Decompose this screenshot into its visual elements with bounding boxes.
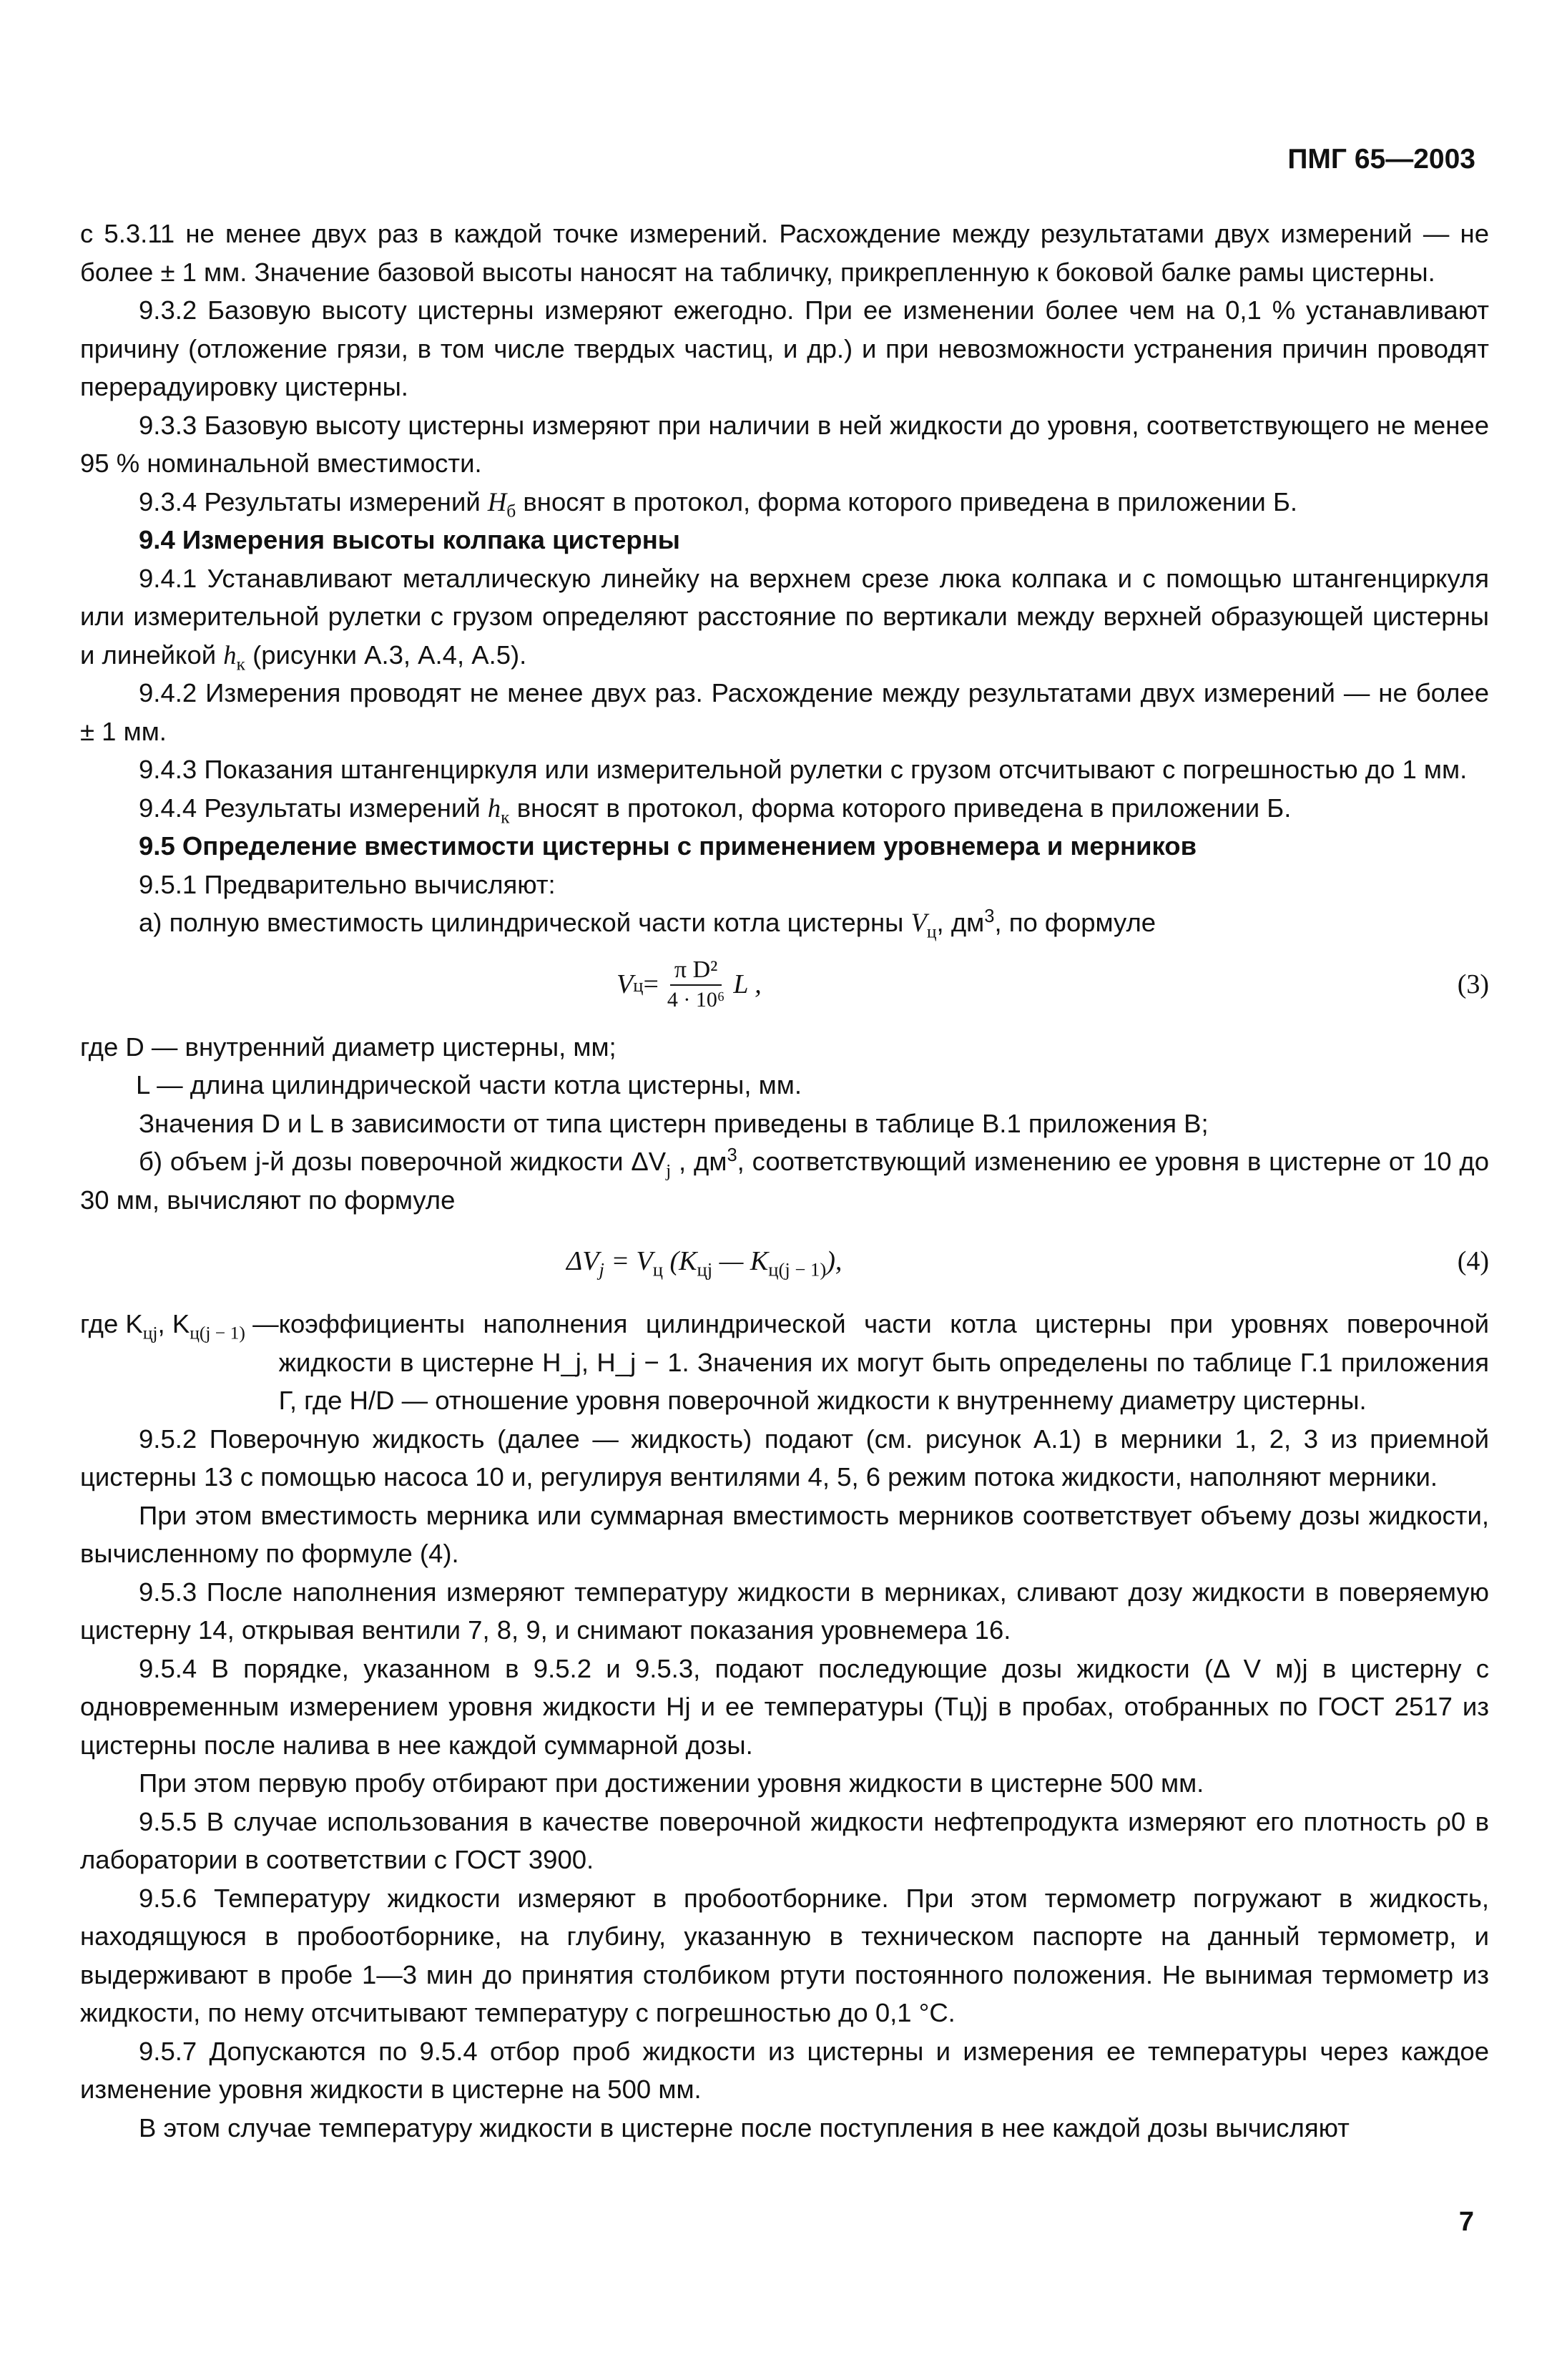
paragraph-9-3-3: 9.3.3 Базовую высоту цистерны измеряют при наличии в ней жидкости до уровня, соответствующего не менее 95 % номинальной вместимости. xyxy=(80,410,1489,478)
paragraph-9-5-1: 9.5.1 Предварительно вычисляют: xyxy=(139,869,556,899)
formula-4-number: (4) xyxy=(1457,1246,1489,1277)
where-k-block xyxy=(80,1305,1489,1420)
where-d: где D — внутренний диаметр цистерны, мм; xyxy=(80,1032,617,1062)
formula-3 xyxy=(80,946,1489,1024)
section-heading-9-5: 9.5 Определение вместимости цистерны с применением уровнемера и мерников xyxy=(139,831,1197,861)
paragraph-first-sample: При этом первую пробу отбирают при достижении уровня жидкости в цистерне 500 мм. xyxy=(139,1768,1204,1798)
formula-4-body: $\Delta V_j = V_ц$ ($K_{цj}$ — $K_{ц(j - 1)}$), xyxy=(566,1246,843,1280)
paragraph-9-4-1: 9.4.1 Устанавливают металлическую линейку на верхнем срезе люка колпака и с помощью штангенциркуля или измерительной рулетки с грузом определяют расстояние по вертикали между верхней образующей цистерны и линейкой $h_к$ (рисунки А.3, А.4, А.5). xyxy=(80,563,1489,674)
formula-3-fraction: $\frac{\text{π D²}}{\text{4 · 10⁶}}$ xyxy=(667,956,725,1012)
paragraph-9-4-4: 9.4.4 Результаты измерений $h_к$ вносят в протокол, форма которого приведена в приложении Б. xyxy=(139,793,1292,827)
where-l: L — длина цилиндрической части котла цистерны, мм. xyxy=(136,1070,802,1100)
section-heading-9-4: 9.4 Измерения высоты колпака цистерны xyxy=(139,525,680,554)
paragraph-9-3-4: 9.3.4 Результаты измерений $H_б$ вносят в протокол, форма которого приведена в приложении Б. xyxy=(139,486,1298,521)
document-header: ПМГ 65—2003 xyxy=(1287,144,1475,175)
paragraph-temperature-calc: В этом случае температуру жидкости в цистерне после поступления в нее каждой дозы вычисляют xyxy=(139,2112,1350,2143)
paragraph-capacity-note: При этом вместимость мерника или суммарная вместимость мерников соответствует объему дозы жидкости, вычисленному по формуле (4). xyxy=(80,1500,1489,1568)
paragraph-9-5-3: 9.5.3 После наполнения измеряют температуру жидкости в мерниках, сливают дозу жидкости в поверяемую цистерну 14, открывая вентили 7, 8, 9, и снимают показания уровнемера 16. xyxy=(80,1577,1489,1645)
paragraph-9-5-7: 9.5.7 Допускаются по 9.5.4 отбор проб жидкости из цистерны и измерения ее температуры через каждое изменение уровня жидкости в цистерне на 500 мм. xyxy=(80,2036,1489,2104)
page-content xyxy=(80,215,1489,2147)
where-k-label: где $K_{цj}$, $K_{ц(j - 1)}$ — xyxy=(80,1309,279,1343)
paragraph-9-4-3: 9.4.3 Показания штангенциркуля или измерительной рулетки с грузом отсчитывают с погрешностью до 1 мм. xyxy=(139,755,1468,784)
paragraph-9-5-5: 9.5.5 В случае использования в качестве поверочной жидкости нефтепродукта измеряют его плотность ρ0 в лаборатории в соответствии с ГОСТ 3900. xyxy=(80,1806,1489,1874)
paragraph-values-dl: Значения D и L в зависимости от типа цистерн приведены в таблице В.1 приложения В; xyxy=(139,1108,1209,1138)
paragraph-9-3-2: 9.3.2 Базовую высоту цистерны измеряют ежегодно. При ее изменении более чем на 0,1 % устанавливают причину (отложение грязи, в том числе твердых частиц, и др.) и при невозможности устранения причин проводят перерадуировку цистерны. xyxy=(80,295,1489,401)
paragraph-item-a: а) полную вместимость цилиндрической части котла цистерны $V_ц$, $дм^3$, по формуле xyxy=(139,906,1156,942)
paragraph-9-4-2: 9.4.2 Измерения проводят не менее двух раз. Расхождение между результатами двух измерений — не более ± 1 мм. xyxy=(80,678,1489,746)
formula-3-number: (3) xyxy=(1457,969,1489,999)
paragraph-item-b: б) объем j-й дозы поверочной жидкости $\Delta V_j$ , $дм^3$, соответствующий изменению ее уровня в цистерне от 10 до 30 мм, вычисляют по формуле xyxy=(80,1145,1489,1215)
paragraph-9-5-2: 9.5.2 Поверочную жидкость (далее — жидкость) подают (см. рисунок А.1) в мерники 1, 2, 3 из приемной цистерны 13 с помощью насоса 10 и, регулируя вентилями 4, 5, 6 режим потока жидкости, наполняют мерники. xyxy=(80,1424,1489,1492)
paragraph-continuation: с 5.3.11 не менее двух раз в каждой точке измерений. Расхождение между результатами двух измерений — не более ± 1 мм. Значение базовой высоты наносят на табличку, прикрепленную к боковой балке рамы цистерны. xyxy=(80,219,1489,287)
where-k-description: коэффициенты наполнения цилиндрической части котла цистерны при уровнях поверочной жидкости в цистерне H_j, H_j − 1. Значения их могут быть определены по таблице Г.1 приложения Г, где H/D — отношение уровня поверочной жидкости к внутреннему диаметру цистерны. xyxy=(278,1309,1489,1415)
page-number: 7 xyxy=(1458,2207,1474,2237)
formula-3-body: V ц = $\frac{\text{π D²}}{\text{4 · 10⁶}}$ L , xyxy=(617,946,762,1024)
formula-4 xyxy=(80,1223,1489,1301)
paragraph-9-5-4: 9.5.4 В порядке, указанном в 9.5.2 и 9.5.3, подают последующие дозы жидкости (Δ V м)j в цистерну с одновременным измерением уровня жидкости Hj и ее температуры (Tц)j в пробах, отобранных по ГОСТ 2517 из цистерны после налива в нее каждой суммарной дозы. xyxy=(80,1653,1489,1760)
paragraph-9-5-6: 9.5.6 Температуру жидкости измеряют в пробоотборнике. При этом термометр погружают в жидкость, находящуюся в пробоотборнике, на глубину, указанную в техническом паспорте на данный термометр, и выдерживают в пробе 1—3 мин до принятия столбиком ртути постоянного положения. Не вынимая термометр из жидкости, по нему отсчитывают температуру с погрешностью до 0,1 °С. xyxy=(80,1883,1489,2027)
